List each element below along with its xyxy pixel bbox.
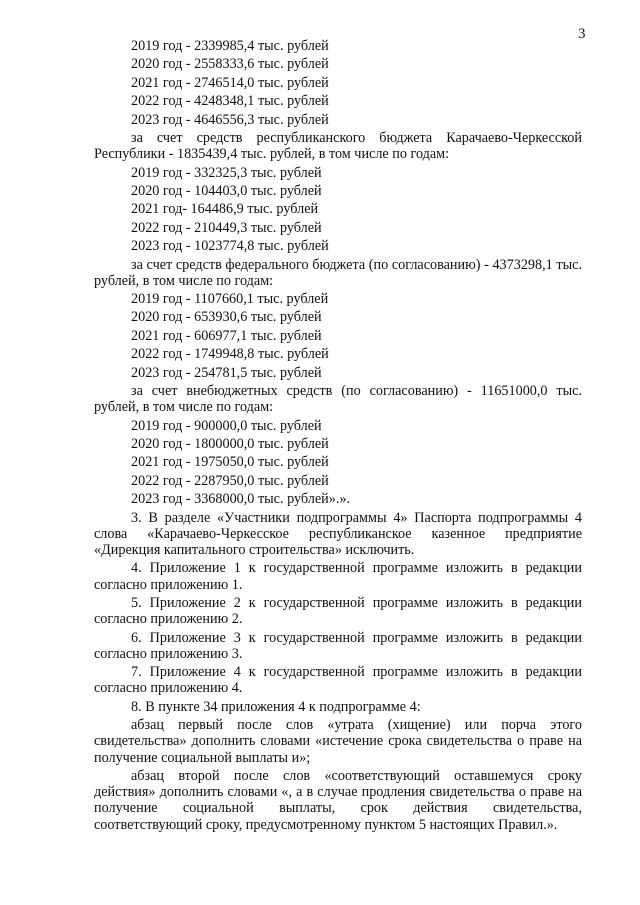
funding-year-line: 2022 год - 2287950,0 тыс. рублей [131, 472, 329, 489]
amendment-item-6: 6. Приложение 3 к государственной программе изложить в редакции согласно приложению 3. [94, 629, 582, 662]
funding-year-line: 2020 год - 653930,6 тыс. рублей [131, 309, 322, 326]
amendment-item-4: 4. Приложение 1 к государственной программе изложить в редакции согласно приложению 1. [94, 560, 582, 593]
amendment-item-8: 8. В пункте 34 приложения 4 к подпрограмме 4: [131, 698, 421, 715]
funding-year-line: 2021 год - 2746514,0 тыс. рублей [131, 74, 329, 91]
federal-budget-paragraph: за счет средств федерального бюджета (по согласованию) - 4373298,1 тыс. рублей, в том числе по годам: [94, 256, 582, 289]
document-body [94, 38, 582, 835]
amendment-item-3: 3. В разделе «Участники подпрограммы 4» Паспорта подпрограммы 4 слова «Карачаево-Черкесское республиканское казенное предприятие «Дирекция капитального строительства» исключить. [94, 509, 582, 558]
funding-year-line: 2022 год - 1749948,8 тыс. рублей [131, 346, 329, 363]
page-number: 3 [578, 26, 586, 42]
funding-year-line: 2023 год - 254781,5 тыс. рублей [131, 364, 322, 381]
amendment-item-7: 7. Приложение 4 к государственной программе изложить в редакции согласно приложению 4. [94, 664, 582, 697]
funding-year-line: 2020 год - 1800000,0 тыс. рублей [131, 436, 329, 453]
funding-year-line: 2019 год - 1107660,1 тыс. рублей [131, 291, 329, 308]
funding-year-line: 2022 год - 210449,3 тыс. рублей [131, 219, 322, 236]
funding-year-line: 2019 год - 2339985,4 тыс. рублей [131, 38, 329, 54]
funding-year-line: 2021 год- 164486,9 тыс. рублей [131, 201, 319, 218]
funding-year-line: 2019 год - 332325,3 тыс. рублей [131, 164, 322, 181]
amendment-paragraph-second: абзац второй после слов «соответствующий оставшемуся сроку действия» дополнить словами «, а в случае продления свидетельства о праве на получение социальной выплаты, срок действия свидетельства, соответствующий сроку, предусмотренному пунктом 5 настоящих Правил.». [94, 767, 582, 833]
funding-year-line: 2020 год - 104403,0 тыс. рублей [131, 182, 322, 199]
amendment-paragraph-first: абзац первый после слов «утрата (хищение) или порча этого свидетельства» дополнить словами «истечение срока свидетельства о праве на получение социальной выплаты и»; [94, 717, 582, 766]
funding-year-line: 2022 год - 4248348,1 тыс. рублей [131, 93, 329, 110]
funding-year-line: 2021 год - 606977,1 тыс. рублей [131, 327, 322, 344]
funding-year-line: 2023 год - 1023774,8 тыс. рублей [131, 238, 329, 255]
extrabudgetary-paragraph: за счет внебюджетных средств (по согласованию) - 11651000,0 тыс. рублей, в том числе по годам: [94, 383, 582, 416]
funding-year-line: 2020 год - 2558333,6 тыс. рублей [131, 56, 329, 73]
funding-year-line: 2023 год - 3368000,0 тыс. рублей».». [131, 491, 351, 508]
funding-year-line: 2023 год - 4646556,3 тыс. рублей [131, 111, 329, 128]
funding-year-line: 2021 год - 1975050,0 тыс. рублей [131, 454, 329, 471]
regional-budget-paragraph: за счет средств республиканского бюджета Карачаево-Черкесской Республики - 1835439,4 тыс. рублей, в том числе по годам: [94, 129, 582, 163]
funding-year-line: 2019 год - 900000,0 тыс. рублей [131, 417, 322, 434]
amendment-item-5: 5. Приложение 2 к государственной программе изложить в редакции согласно приложению 2. [94, 594, 582, 628]
